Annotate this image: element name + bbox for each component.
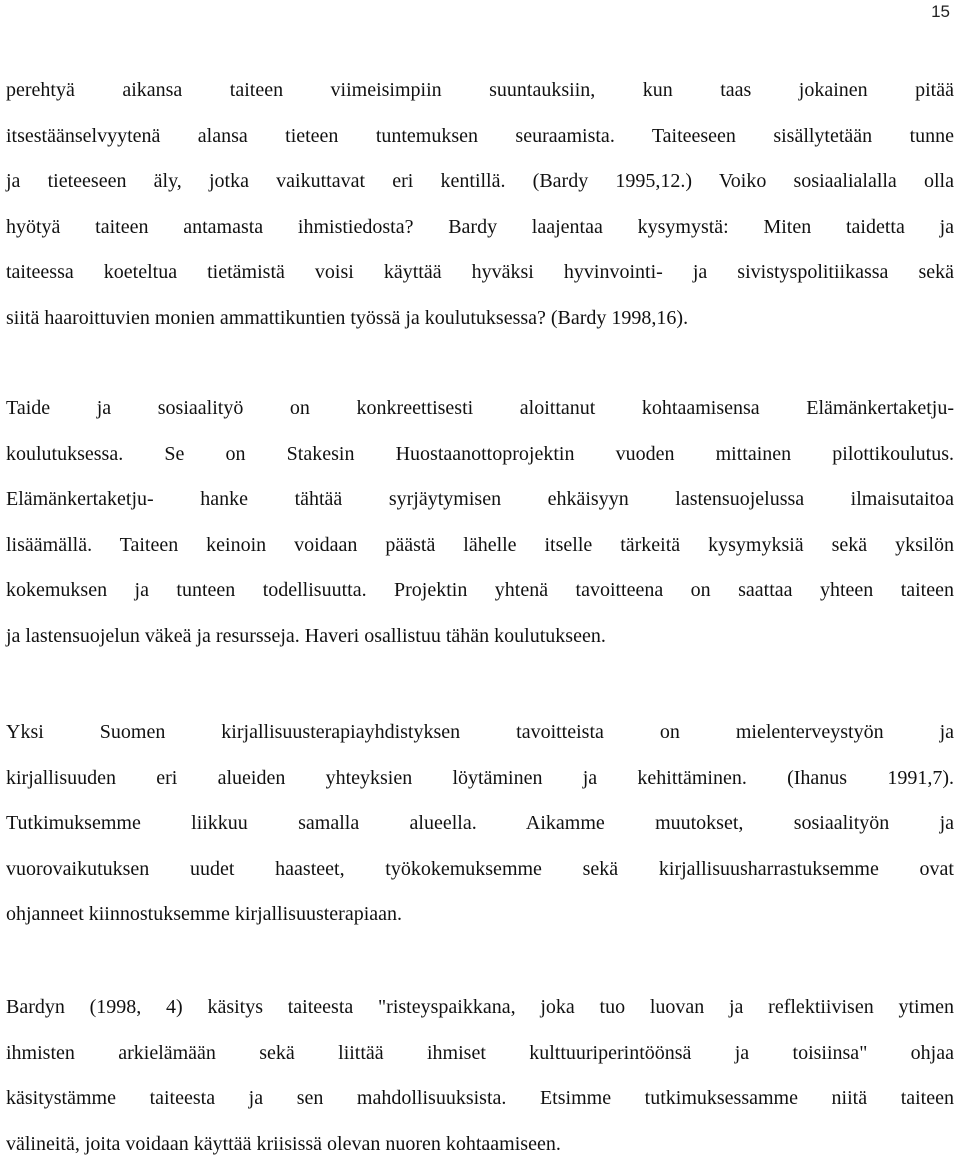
text-line: perehtyä aikansa taiteen viimeisimpiin suuntauksiin, kun taas jokainen pitää xyxy=(6,68,954,114)
text-line: käsitystämme taiteesta ja sen mahdollisuuksista. Etsimme tutkimuksessamme niitä taiteen xyxy=(6,1076,954,1122)
paragraph-art-and-science xyxy=(6,68,954,341)
paragraph-bardy-view xyxy=(6,985,954,1167)
text-line: ihmisten arkielämään sekä liittää ihmiset kulttuuriperintöönsä ja toisiinsa" ohjaa xyxy=(6,1031,954,1077)
text-line: itsestäänselvyytenä alansa tieteen tuntemuksen seuraamista. Taiteeseen sisällytetään tunne xyxy=(6,114,954,160)
text-line: kirjallisuuden eri alueiden yhteyksien löytäminen ja kehittäminen. (Ihanus 1991,7). xyxy=(6,756,954,802)
text-line: Yksi Suomen kirjallisuusterapiayhdistyksen tavoitteista on mielenterveystyön ja xyxy=(6,710,954,756)
text-line: vuorovaikutuksen uudet haasteet, työkokemuksemme sekä kirjallisuusharrastuksemme ovat xyxy=(6,847,954,893)
text-line: välineitä, joita voidaan käyttää kriisissä olevan nuoren kohtaamiseen. xyxy=(6,1122,954,1167)
text-line: siitä haaroittuvien monien ammattikuntien työssä ja koulutuksessa? (Bardy 1998,16). xyxy=(6,296,954,342)
text-line: Tutkimuksemme liikkuu samalla alueella. Aikamme muutokset, sosiaalityön ja xyxy=(6,801,954,847)
paragraph-bibliotherapy xyxy=(6,710,954,938)
text-line: ohjanneet kiinnostuksemme kirjallisuusterapiaan. xyxy=(6,892,954,938)
text-line: Taide ja sosiaalityö on konkreettisesti aloittanut kohtaamisensa Elämänkertaketju- xyxy=(6,386,954,432)
page-number: 15 xyxy=(931,2,950,22)
text-line: Elämänkertaketju- hanke tähtää syrjäytymisen ehkäisyyn lastensuojelussa ilmaisutaitoa xyxy=(6,477,954,523)
text-line: Bardyn (1998, 4) käsitys taiteesta "risteyspaikkana, joka tuo luovan ja reflektiivisen ytimen xyxy=(6,985,954,1031)
paragraph-art-and-social-work xyxy=(6,386,954,659)
text-line: kokemuksen ja tunteen todellisuutta. Projektin yhtenä tavoitteena on saattaa yhteen taiteen xyxy=(6,568,954,614)
text-line: koulutuksessa. Se on Stakesin Huostaanottoprojektin vuoden mittainen pilottikoulutus. xyxy=(6,432,954,478)
text-line: ja lastensuojelun väkeä ja resursseja. Haveri osallistuu tähän koulutukseen. xyxy=(6,614,954,660)
text-line: lisäämällä. Taiteen keinoin voidaan päästä lähelle itselle tärkeitä kysymyksiä sekä yksilön xyxy=(6,523,954,569)
text-line: taiteessa koeteltua tietämistä voisi käyttää hyväksi hyvinvointi- ja sivistyspolitiikassa sekä xyxy=(6,250,954,296)
text-line: ja tieteeseen äly, jotka vaikuttavat eri kentillä. (Bardy 1995,12.) Voiko sosiaalialalla olla xyxy=(6,159,954,205)
text-line: hyötyä taiteen antamasta ihmistiedosta? Bardy laajentaa kysymystä: Miten taidetta ja xyxy=(6,205,954,251)
